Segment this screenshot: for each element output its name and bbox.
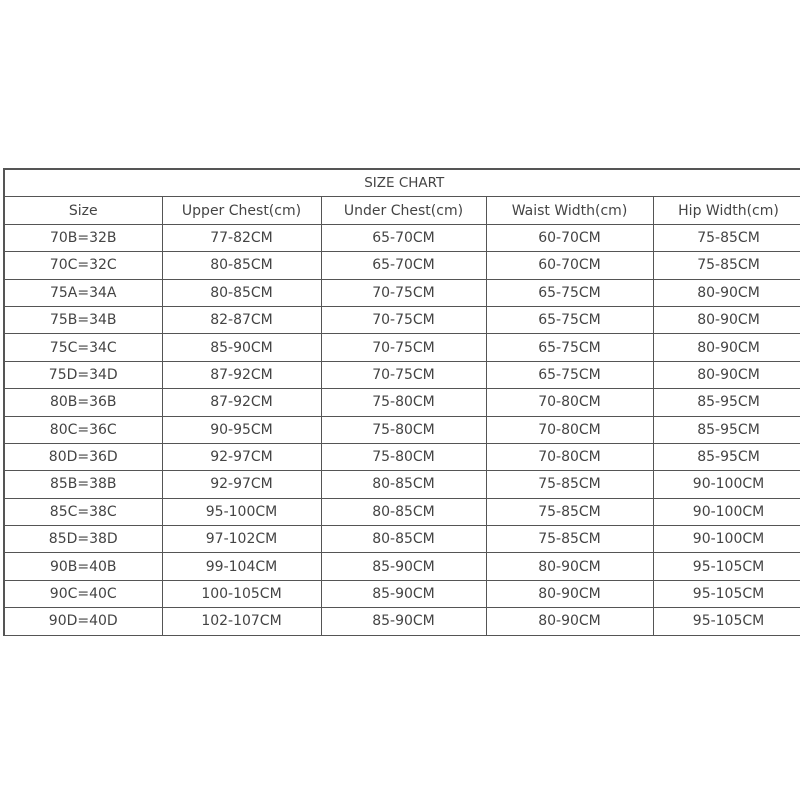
cell-hip-width: 80-90CM xyxy=(653,279,800,306)
cell-under-chest: 80-85CM xyxy=(321,498,486,525)
cell-hip-width: 90-100CM xyxy=(653,526,800,553)
table-row xyxy=(4,389,800,416)
cell-under-chest: 85-90CM xyxy=(321,580,486,607)
cell-hip-width: 85-95CM xyxy=(653,416,800,443)
cell-waist-width: 65-75CM xyxy=(486,279,653,306)
header-row xyxy=(4,197,800,224)
table-row xyxy=(4,306,800,333)
cell-waist-width: 70-80CM xyxy=(486,416,653,443)
header-upper-chest: Upper Chest(cm) xyxy=(162,197,321,224)
cell-under-chest: 80-85CM xyxy=(321,471,486,498)
cell-under-chest: 75-80CM xyxy=(321,416,486,443)
cell-hip-width: 95-105CM xyxy=(653,553,800,580)
cell-hip-width: 75-85CM xyxy=(653,224,800,251)
cell-under-chest: 75-80CM xyxy=(321,389,486,416)
table-row xyxy=(4,224,800,251)
cell-upper-chest: 87-92CM xyxy=(162,361,321,388)
cell-hip-width: 90-100CM xyxy=(653,471,800,498)
cell-size: 85D=38D xyxy=(4,526,162,553)
cell-size: 80B=36B xyxy=(4,389,162,416)
cell-size: 90B=40B xyxy=(4,553,162,580)
cell-under-chest: 85-90CM xyxy=(321,608,486,635)
table-row xyxy=(4,526,800,553)
cell-size: 80C=36C xyxy=(4,416,162,443)
header-hip-width: Hip Width(cm) xyxy=(653,197,800,224)
cell-upper-chest: 80-85CM xyxy=(162,252,321,279)
cell-hip-width: 75-85CM xyxy=(653,252,800,279)
cell-upper-chest: 97-102CM xyxy=(162,526,321,553)
cell-waist-width: 60-70CM xyxy=(486,252,653,279)
cell-size: 70C=32C xyxy=(4,252,162,279)
cell-upper-chest: 82-87CM xyxy=(162,306,321,333)
cell-waist-width: 70-80CM xyxy=(486,389,653,416)
cell-upper-chest: 77-82CM xyxy=(162,224,321,251)
cell-hip-width: 80-90CM xyxy=(653,334,800,361)
cell-size: 75C=34C xyxy=(4,334,162,361)
cell-upper-chest: 99-104CM xyxy=(162,553,321,580)
cell-under-chest: 80-85CM xyxy=(321,526,486,553)
cell-upper-chest: 92-97CM xyxy=(162,471,321,498)
header-waist-width: Waist Width(cm) xyxy=(486,197,653,224)
table-row xyxy=(4,443,800,470)
cell-waist-width: 60-70CM xyxy=(486,224,653,251)
cell-size: 75B=34B xyxy=(4,306,162,333)
cell-size: 75D=34D xyxy=(4,361,162,388)
cell-hip-width: 80-90CM xyxy=(653,361,800,388)
cell-hip-width: 90-100CM xyxy=(653,498,800,525)
cell-upper-chest: 95-100CM xyxy=(162,498,321,525)
cell-size: 75A=34A xyxy=(4,279,162,306)
cell-waist-width: 75-85CM xyxy=(486,526,653,553)
table-row xyxy=(4,471,800,498)
cell-waist-width: 65-75CM xyxy=(486,334,653,361)
table-row xyxy=(4,361,800,388)
cell-hip-width: 80-90CM xyxy=(653,306,800,333)
table-row xyxy=(4,498,800,525)
cell-waist-width: 75-85CM xyxy=(486,471,653,498)
cell-waist-width: 65-75CM xyxy=(486,361,653,388)
cell-under-chest: 70-75CM xyxy=(321,279,486,306)
cell-hip-width: 95-105CM xyxy=(653,608,800,635)
cell-upper-chest: 80-85CM xyxy=(162,279,321,306)
table-row xyxy=(4,580,800,607)
cell-under-chest: 70-75CM xyxy=(321,361,486,388)
header-under-chest: Under Chest(cm) xyxy=(321,197,486,224)
cell-size: 80D=36D xyxy=(4,443,162,470)
cell-waist-width: 80-90CM xyxy=(486,580,653,607)
table-row xyxy=(4,252,800,279)
cell-waist-width: 80-90CM xyxy=(486,553,653,580)
cell-under-chest: 65-70CM xyxy=(321,224,486,251)
table-row xyxy=(4,279,800,306)
cell-waist-width: 75-85CM xyxy=(486,498,653,525)
cell-upper-chest: 102-107CM xyxy=(162,608,321,635)
cell-upper-chest: 100-105CM xyxy=(162,580,321,607)
cell-under-chest: 75-80CM xyxy=(321,443,486,470)
cell-size: 85B=38B xyxy=(4,471,162,498)
cell-under-chest: 70-75CM xyxy=(321,334,486,361)
size-chart-table xyxy=(3,168,800,636)
title-row xyxy=(4,169,800,197)
table-title: SIZE CHART xyxy=(4,169,800,197)
table-row xyxy=(4,334,800,361)
cell-upper-chest: 85-90CM xyxy=(162,334,321,361)
header-size: Size xyxy=(4,197,162,224)
cell-hip-width: 85-95CM xyxy=(653,443,800,470)
table-row xyxy=(4,416,800,443)
cell-size: 70B=32B xyxy=(4,224,162,251)
table-row xyxy=(4,553,800,580)
table-row xyxy=(4,608,800,635)
cell-upper-chest: 92-97CM xyxy=(162,443,321,470)
cell-hip-width: 85-95CM xyxy=(653,389,800,416)
cell-under-chest: 85-90CM xyxy=(321,553,486,580)
cell-size: 85C=38C xyxy=(4,498,162,525)
cell-upper-chest: 87-92CM xyxy=(162,389,321,416)
cell-hip-width: 95-105CM xyxy=(653,580,800,607)
cell-under-chest: 70-75CM xyxy=(321,306,486,333)
cell-waist-width: 65-75CM xyxy=(486,306,653,333)
cell-waist-width: 70-80CM xyxy=(486,443,653,470)
cell-under-chest: 65-70CM xyxy=(321,252,486,279)
cell-waist-width: 80-90CM xyxy=(486,608,653,635)
cell-size: 90C=40C xyxy=(4,580,162,607)
cell-size: 90D=40D xyxy=(4,608,162,635)
cell-upper-chest: 90-95CM xyxy=(162,416,321,443)
